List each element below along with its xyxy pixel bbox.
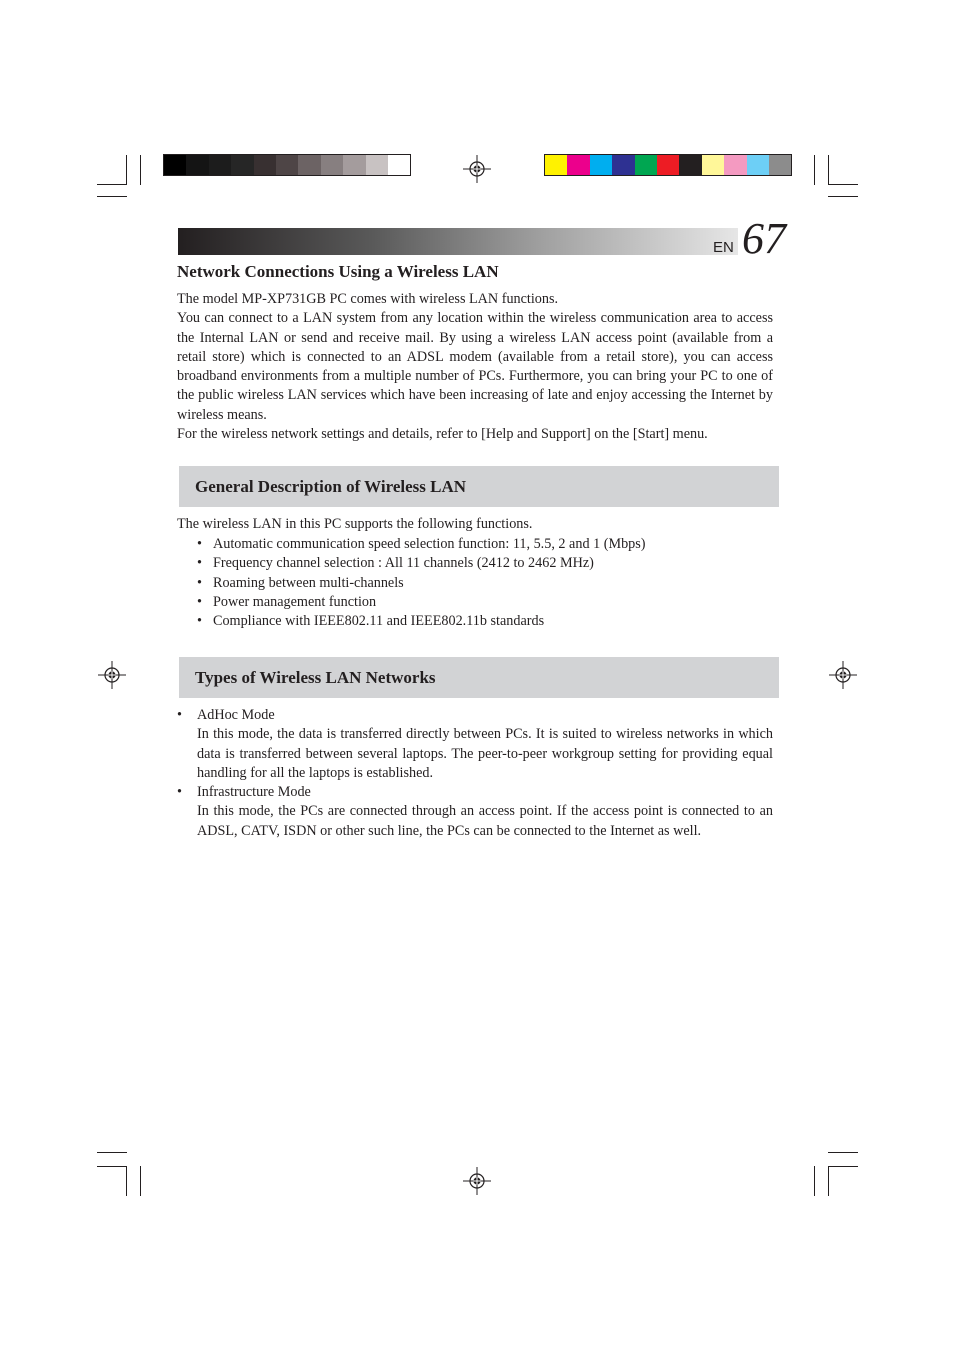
list-item [197,612,773,631]
color-swatch [747,155,769,175]
color-swatch [657,155,679,175]
color-swatch [545,155,567,175]
section-heading-text: General Description of Wireless LAN [195,476,467,496]
color-swatch [388,155,410,175]
color-swatch [254,155,276,175]
list-item-text: Roaming between multi-channels [213,574,404,591]
bullet-icon: • [197,574,202,591]
color-swatch [635,155,657,175]
color-swatch [724,155,746,175]
intro-paragraph: The model MP-XP731GB PC comes with wireless LAN functions. [177,291,559,307]
list-item [177,706,773,783]
color-swatch [769,155,791,175]
bullet-icon: • [197,555,202,572]
section-heading-network-types [179,657,779,698]
bullet-icon: • [197,536,202,552]
mode-name: AdHoc Mode [197,707,275,723]
list-item [197,574,773,593]
color-swatch [679,155,701,175]
color-swatch [702,155,724,175]
list-item [197,554,773,573]
feature-list [197,535,773,631]
intro-paragraph: For the wireless network settings and details, refer to [Help and Support] on the [Start] menu. [177,426,708,443]
color-swatch [276,155,298,175]
color-swatch [298,155,320,175]
section-heading-general-description [179,466,779,507]
section-title-network-connections: Network Connections Using a Wireless LAN [177,262,499,281]
color-swatch [612,155,634,175]
color-swatch [321,155,343,175]
bullet-icon: • [177,707,182,723]
color-swatch [567,155,589,175]
intro-paragraph: You can connect to a LAN system from any location within the wireless communication area to access the Internal LAN or send and receive mail. By using a wireless LAN access point (available from a retail store) which is connected to an ADSL modem (available from a retail store), you can access broadband environments from a multiple number of PCs. Furthermore, you can bring your PC to one of the public wireless LAN services which have been increasing of late and enjoy accessing the Internet by wireless means. [177,310,773,423]
list-item-text: Automatic communication speed selection function: 11, 5.5, 2 and 1 (Mbps) [213,536,646,552]
language-label: EN [713,239,734,256]
mode-description: In this mode, the PCs are connected through an access point. If the access point is connected to an ADSL, CATV, ISDN or other such line, the PCs can be connected to the Internet as well. [197,803,773,839]
mode-name: Infrastructure Mode [197,784,311,801]
color-swatch [164,155,186,175]
process-color-bar [544,154,792,176]
registration-mark-icon [463,155,491,183]
color-swatch [231,155,253,175]
mode-description: In this mode, the data is transferred directly between PCs. It is suited to wireless networks in which data is transferred between several laptops. The peer-to-peer workgroup setting for providing equal handling for all the laptops is established. [197,726,773,781]
bullet-icon: • [197,593,202,610]
color-swatch [343,155,365,175]
network-mode-list [177,706,773,841]
color-swatch [186,155,208,175]
color-swatch [209,155,231,175]
color-swatch [590,155,612,175]
list-item [197,593,773,612]
registration-mark-icon [463,1167,491,1195]
bullet-icon: • [197,613,202,630]
list-item [197,535,773,554]
intro-body [177,290,773,444]
general-lead: The wireless LAN in this PC supports the following functions. [177,516,533,532]
page-number: 67 [742,214,786,263]
header-gradient-bar [178,228,738,255]
grayscale-color-bar [163,154,411,176]
bullet-icon: • [177,784,182,801]
registration-mark-icon [98,661,126,689]
list-item-text: Frequency channel selection : All 11 channels (2412 to 2462 MHz) [213,555,594,572]
registration-mark-icon [829,661,857,689]
list-item-text: Power management function [213,593,377,610]
list-item-text: Compliance with IEEE802.11 and IEEE802.11b standards [213,613,545,630]
list-item [177,783,773,841]
color-swatch [366,155,388,175]
section-heading-text: Types of Wireless LAN Networks [195,667,436,687]
